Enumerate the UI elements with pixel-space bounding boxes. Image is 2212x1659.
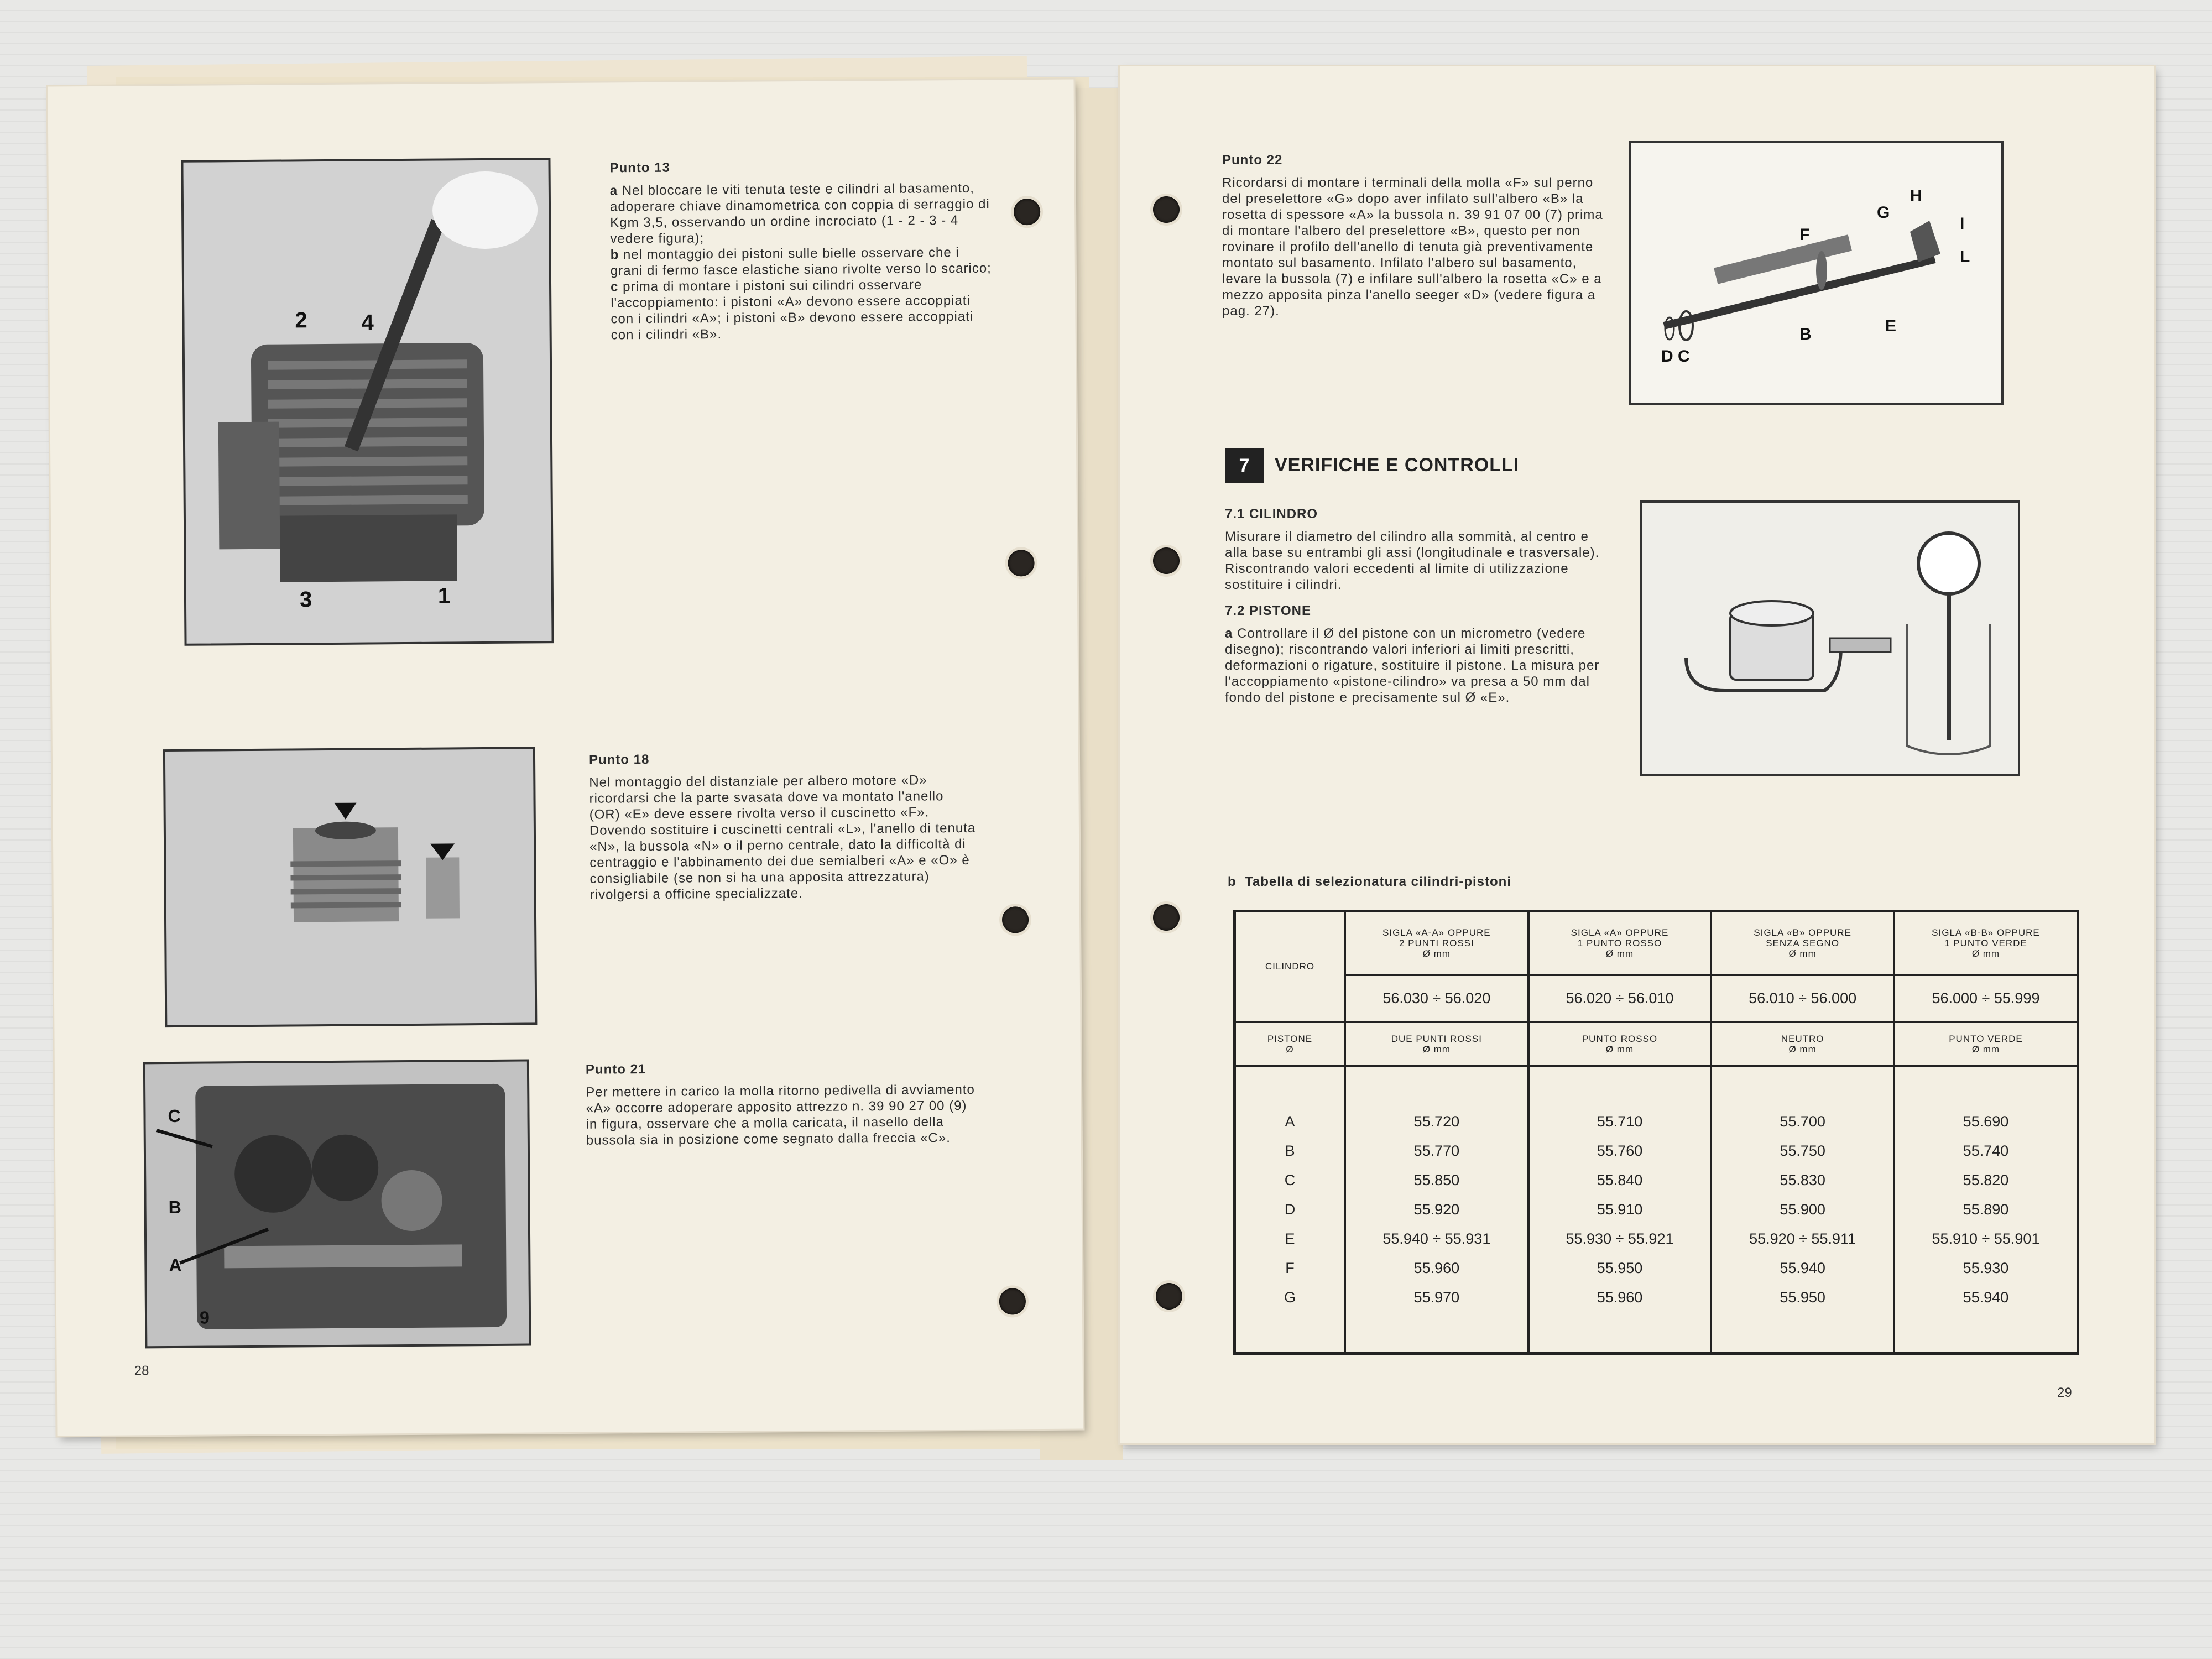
pist-header: NEUTRO Ø mm xyxy=(1711,1022,1894,1066)
table-key: b xyxy=(1228,874,1237,889)
svg-text:A: A xyxy=(169,1255,182,1276)
cell-value: 55.900 xyxy=(1780,1201,1825,1218)
cell-value: 55.710 xyxy=(1597,1113,1643,1130)
punch-hole xyxy=(1153,196,1180,223)
row-label: E xyxy=(1285,1230,1295,1247)
table-title: Tabella di selezionatura cilindri-pistoni xyxy=(1245,874,1511,889)
cell-value: 55.970 xyxy=(1413,1288,1460,1306)
col-values xyxy=(1711,1066,1894,1354)
punto22-text: Ricordarsi di montare i terminali della molla «F» sul perno del preselettore «G» dopo aver infilato sull'albero «B» la rosetta di spessore «A» la bussola n. 39 91 07 00 (7) prima di montare l'albero del preselettore «B», questo per non rovinare il profilo dell'anello di tenuta già preventivamente montato sul basamento. Infilato l'albero sul basamento, levare la bussola (7) e infilare sull'albero la rosetta «C» e a mezzo apposita pinza l'anello seeger «D» (vedere figura a pag. 27). xyxy=(1222,175,1603,319)
cell-value: 55.940 xyxy=(1963,1288,2009,1306)
punto18-text: Nel montaggio del distanziale per albero motore «D» ricordarsi che la parte svasata dove va montato l'anello (OR) «E» deve essere rivolta verso il cuscinetto «F». Dovendo sostituire i cuscinetti centrali «L», l'anello di tenuta «N», la bussola «N» o il perno centrale, dato la difficoltà di centraggio e l'abbinamento dei due semialberi «A» e «O» è consigliabile (se non si ha una apposita attrezzatura) rivolgersi a officine specializzate. xyxy=(589,773,976,902)
punto13-c-text: prima di montare i pistoni sui cilindri osservare l'accoppiamento: i pistoni «A» devono essere accoppiati con i cilindri «A»; i pistoni «B» devono essere accoppiati con i cilindri «B». xyxy=(611,277,974,343)
punto21-text: Per mettere in carico la molla ritorno pedivella di avviamento «A» occorre adoperare apposito attrezzo n. 39 90 27 00 (9) in figura, osservare che a molla caricata, il nasello della bussola sia in posizione come segnato dalla freccia «C». xyxy=(586,1082,975,1148)
punch-hole xyxy=(999,1288,1026,1314)
punto13-b-text: nel montaggio dei pistoni sulle bielle osservare che i grani di fermo fasce elastiche siano rivolte verso lo scarico; xyxy=(610,245,992,279)
svg-text:1: 1 xyxy=(437,583,451,608)
svg-text:G: G xyxy=(1877,204,1890,222)
punto13-block xyxy=(609,158,992,343)
cyl-header: SIGLA «A-A» OPPURE 2 PUNTI ROSSI Ø mm xyxy=(1345,911,1528,975)
punto21-block xyxy=(586,1059,979,1149)
col-values xyxy=(1345,1066,1528,1354)
punto13-title: Punto 13 xyxy=(609,160,670,176)
svg-text:4: 4 xyxy=(361,310,374,335)
cell-value: 55.960 xyxy=(1597,1288,1643,1306)
s72-title: 7.2 PISTONE xyxy=(1225,603,1311,618)
cell-value: 55.940 xyxy=(1780,1259,1825,1276)
section-number-badge: 7 xyxy=(1225,448,1264,483)
row-label: C xyxy=(1284,1171,1296,1188)
punto13-a-text: Nel bloccare le viti tenuta teste e cilindri al basamento, adoperare chiave dinamometrica con coppia di serraggio di Kgm 3,5, osservando un ordine incrociato (1 - 2 - 3 - 4 vedere figura); xyxy=(609,180,990,247)
punto13-a-key: a xyxy=(609,183,618,199)
engine-head-photo xyxy=(181,158,554,646)
cell-value: 55.700 xyxy=(1780,1113,1825,1130)
svg-text:2: 2 xyxy=(295,308,307,333)
cilindro-label: CILINDRO xyxy=(1235,911,1345,1022)
page-number-left: 28 xyxy=(134,1363,149,1379)
punch-hole xyxy=(1014,199,1040,225)
cell-value: 55.770 xyxy=(1413,1142,1460,1159)
svg-text:C: C xyxy=(168,1105,181,1126)
svg-text:I: I xyxy=(1960,215,1965,233)
s72-a-text: Controllare il Ø del pistone con un micrometro (vedere disegno); riscontrando valori inferiori ai limiti prescritti, deformazioni o rigature, sostituire il pistone. La misura per l'accoppiamento «pistone-cilindro» va presa a 50 mm dal fondo del pistone e precisamente sul Ø «E». xyxy=(1225,626,1600,705)
cyl-range: 56.020 ÷ 56.010 xyxy=(1528,975,1712,1022)
selection-table xyxy=(1233,910,2079,1355)
punto18-title: Punto 18 xyxy=(588,752,650,768)
cyl-range: 56.010 ÷ 56.000 xyxy=(1711,975,1894,1022)
cell-value: 55.910 xyxy=(1597,1201,1643,1218)
s71-title: 7.1 CILINDRO xyxy=(1225,507,1318,521)
row-label: D xyxy=(1284,1201,1296,1218)
right-page xyxy=(1120,66,2154,1443)
cell-value: 55.740 xyxy=(1963,1142,2009,1159)
punto22-block xyxy=(1222,152,1609,319)
cilindro-block xyxy=(1225,506,1612,706)
svg-text:L: L xyxy=(1960,248,1970,266)
punch-hole xyxy=(1153,547,1180,574)
row-label: F xyxy=(1285,1259,1295,1276)
cell-value: 55.840 xyxy=(1597,1171,1643,1188)
cyl-header: SIGLA «B» OPPURE SENZA SEGNO Ø mm xyxy=(1711,911,1894,975)
cell-value: 55.850 xyxy=(1413,1171,1460,1188)
cell-value: 55.820 xyxy=(1963,1171,2009,1188)
s72-a-key: a xyxy=(1225,626,1233,641)
pist-header: PUNTO ROSSO Ø mm xyxy=(1528,1022,1712,1066)
cell-value: 55.720 xyxy=(1413,1113,1460,1130)
cyl-range: 56.030 ÷ 56.020 xyxy=(1345,975,1528,1022)
svg-text:H: H xyxy=(1910,187,1922,205)
cyl-header: SIGLA «B-B» OPPURE 1 PUNTO VERDE Ø mm xyxy=(1894,911,2078,975)
svg-text:B: B xyxy=(1799,325,1812,343)
svg-text:E: E xyxy=(1885,317,1897,335)
row-label: A xyxy=(1285,1113,1295,1130)
cell-value: 55.760 xyxy=(1597,1142,1643,1159)
svg-text:9: 9 xyxy=(199,1307,210,1328)
s71-text: Misurare il diametro del cilindro alla sommità, al centro e alla base su entrambi gli assi (longitudinale e trasversale). Riscontrando valori eccedenti al limite di utilizzazione sostituire i cilindri. xyxy=(1225,529,1600,592)
gearbox-photo xyxy=(143,1059,531,1348)
cell-value: 55.920 ÷ 55.911 xyxy=(1749,1230,1856,1247)
cell-value: 55.950 xyxy=(1597,1259,1643,1276)
cell-value: 55.830 xyxy=(1780,1171,1825,1188)
cell-value: 55.920 xyxy=(1413,1201,1460,1218)
row-label: B xyxy=(1285,1142,1295,1159)
cylinder-spacer-photo xyxy=(163,747,537,1027)
cell-value: 55.940 ÷ 55.931 xyxy=(1383,1230,1491,1247)
punto18-block xyxy=(589,749,977,903)
svg-text:D: D xyxy=(1661,347,1673,366)
cell-value: 55.950 xyxy=(1780,1288,1825,1306)
punto13-c-key: c xyxy=(610,279,619,295)
row-label: G xyxy=(1284,1288,1296,1306)
punch-hole xyxy=(1156,1283,1182,1310)
punto22-title: Punto 22 xyxy=(1222,153,1283,168)
svg-text:F: F xyxy=(1799,226,1810,244)
cyl-header: SIGLA «A» OPPURE 1 PUNTO ROSSO Ø mm xyxy=(1528,911,1712,975)
row-labels-cell xyxy=(1235,1066,1345,1354)
pist-header: DUE PUNTI ROSSI Ø mm xyxy=(1345,1022,1528,1066)
piston-measure-drawing xyxy=(1640,500,2020,776)
punto21-title: Punto 21 xyxy=(585,1061,646,1077)
pist-header: PUNTO VERDE Ø mm xyxy=(1894,1022,2078,1066)
left-page xyxy=(48,80,1083,1436)
cell-value: 55.960 xyxy=(1413,1259,1460,1276)
punch-hole xyxy=(1153,904,1180,931)
cell-value: 55.690 xyxy=(1963,1113,2009,1130)
cell-value: 55.890 xyxy=(1963,1201,2009,1218)
punto13-b-key: b xyxy=(610,247,619,263)
cell-value: 55.750 xyxy=(1780,1142,1825,1159)
selector-shaft-drawing xyxy=(1629,141,2004,405)
punch-hole xyxy=(1008,550,1034,576)
pistone-label: PISTONE Ø xyxy=(1235,1022,1345,1066)
col-values xyxy=(1894,1066,2078,1354)
svg-text:3: 3 xyxy=(299,587,312,612)
page-number-right: 29 xyxy=(2057,1385,2072,1400)
cell-value: 55.910 ÷ 55.901 xyxy=(1932,1230,2040,1247)
svg-text:B: B xyxy=(168,1197,181,1218)
table-caption xyxy=(1228,874,1725,890)
punch-hole xyxy=(1002,906,1029,933)
cell-value: 55.930 xyxy=(1963,1259,2009,1276)
cell-value: 55.930 ÷ 55.921 xyxy=(1566,1230,1674,1247)
svg-text:C: C xyxy=(1678,347,1690,366)
section-title: VERIFICHE E CONTROLLI xyxy=(1275,455,1520,476)
cyl-range: 56.000 ÷ 55.999 xyxy=(1894,975,2078,1022)
col-values xyxy=(1528,1066,1712,1354)
